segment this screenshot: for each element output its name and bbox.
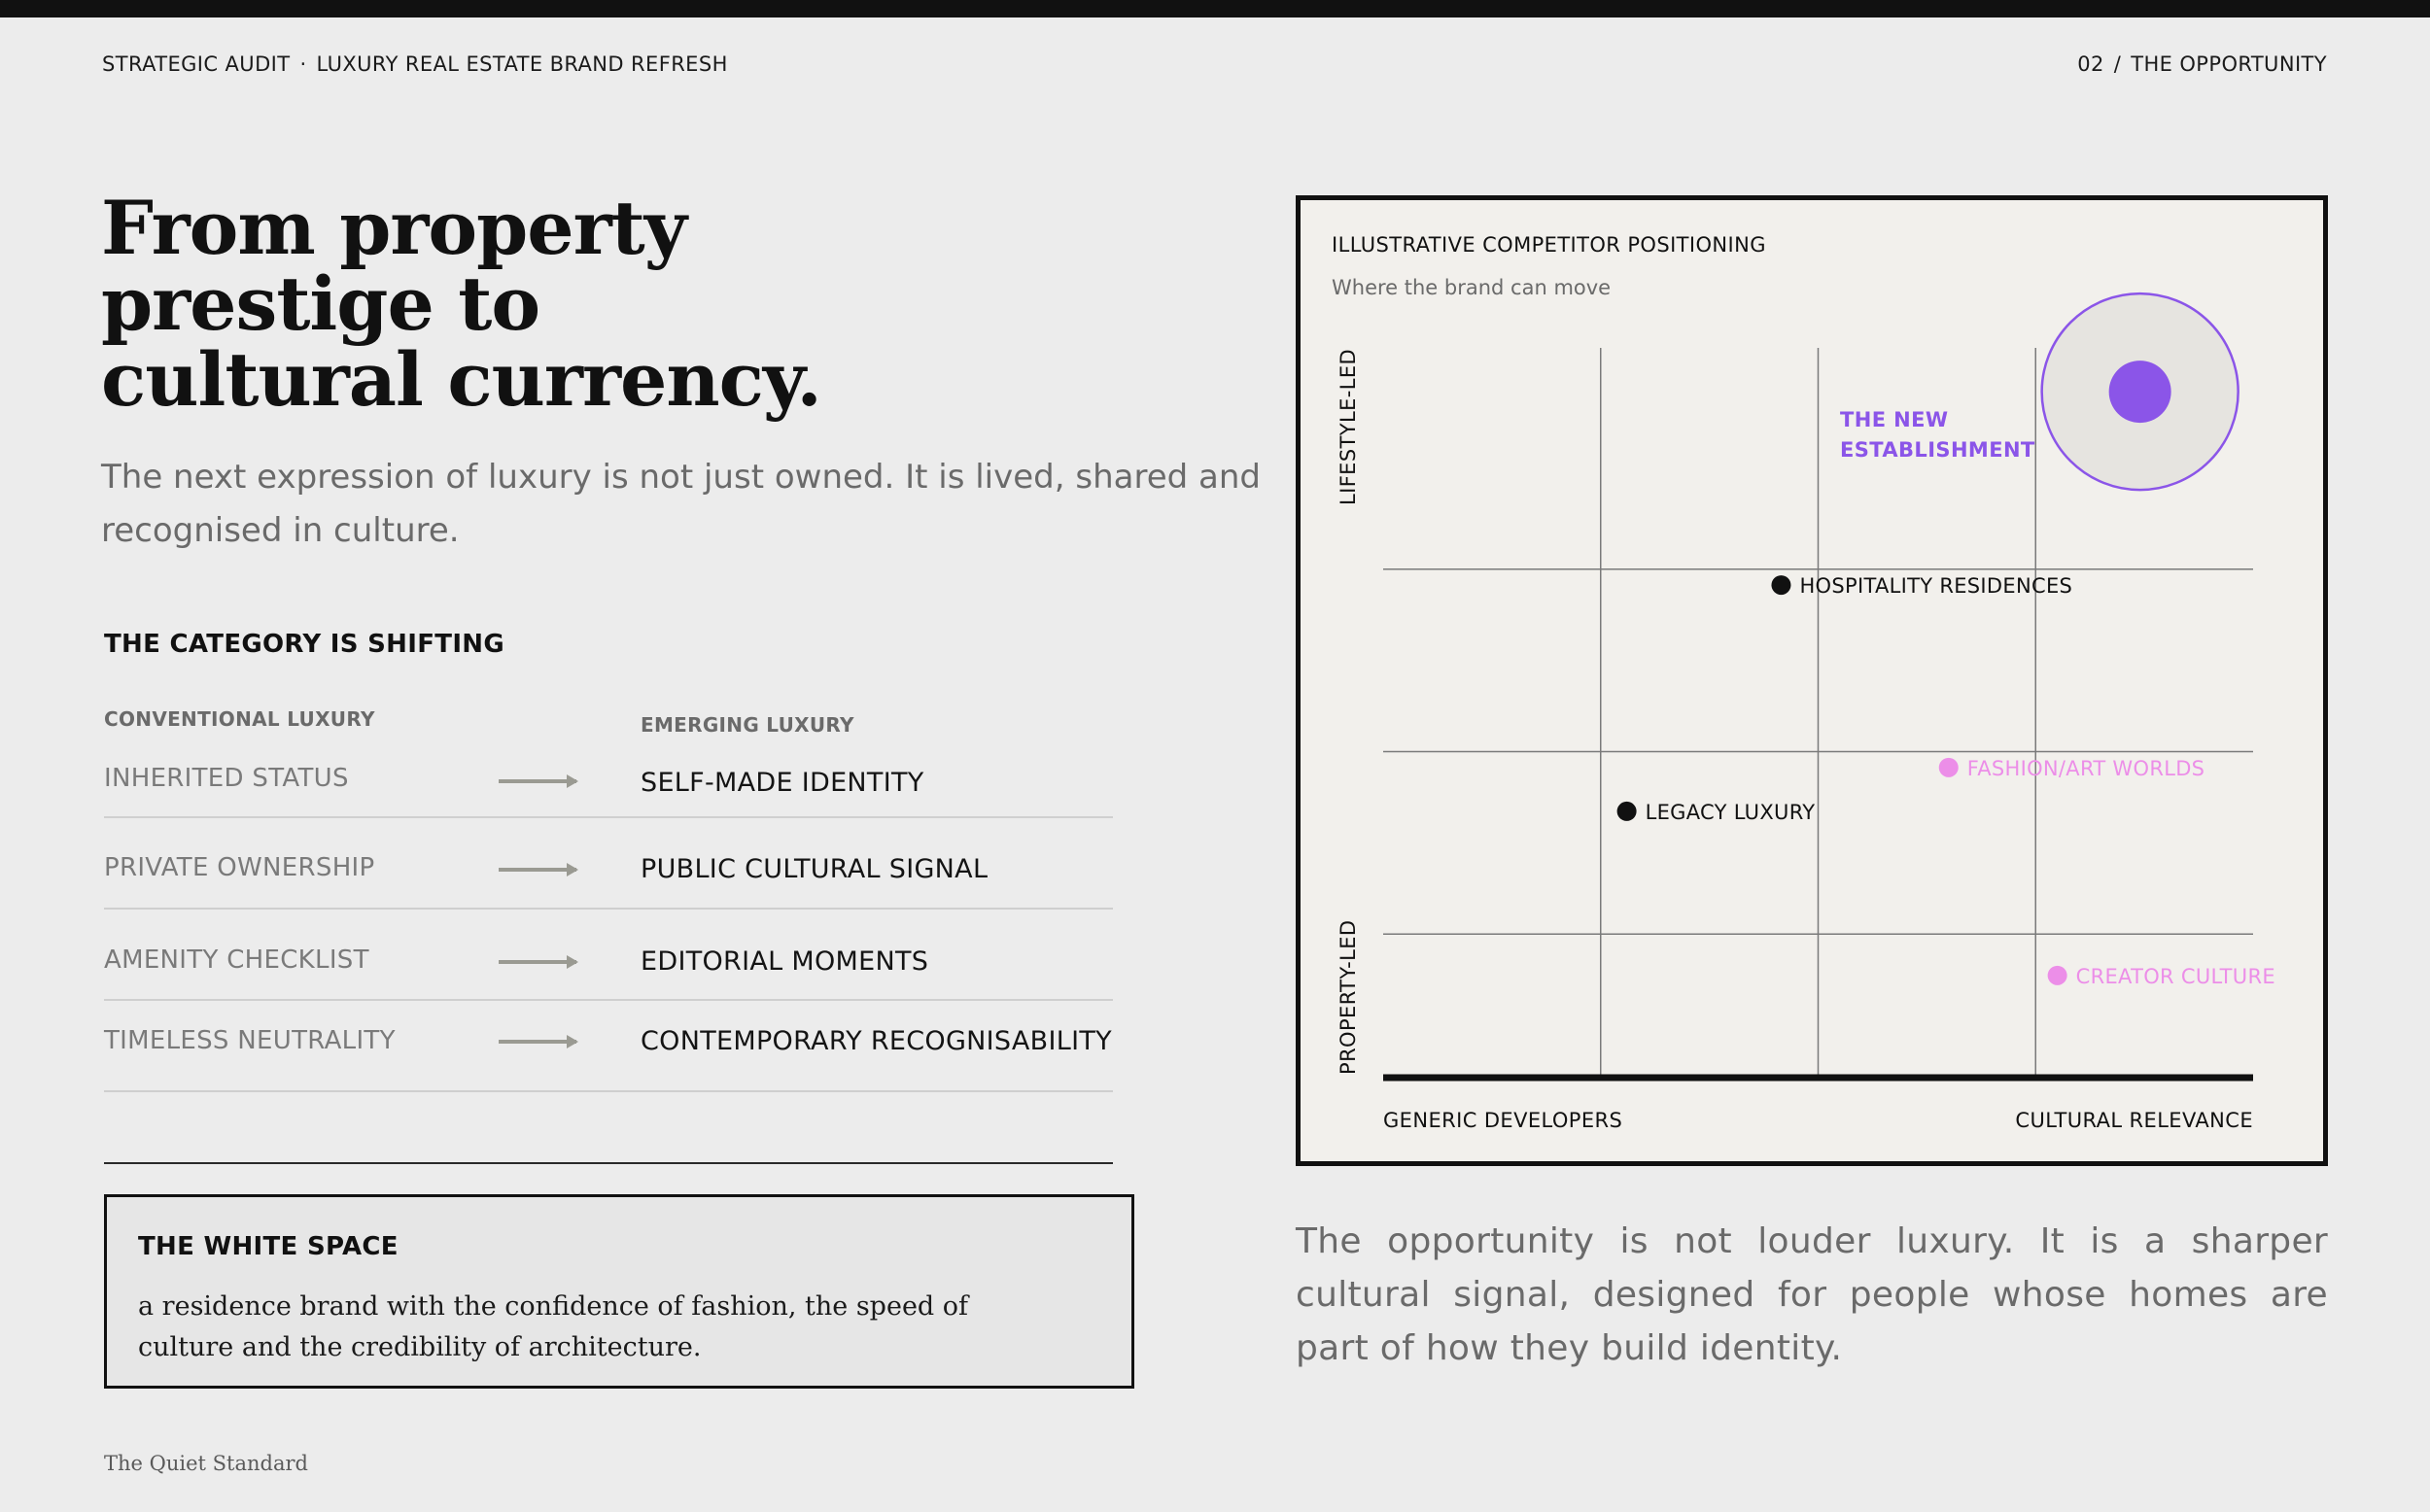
page-section-title: THE OPPORTUNITY (2131, 52, 2327, 76)
conventional-column-header: CONVENTIONAL LUXURY (104, 707, 375, 731)
white-space-title: THE WHITE SPACE (138, 1232, 399, 1261)
header-separator: · (299, 52, 307, 76)
x-axis-label-left: GENERIC DEVELOPERS (1383, 1109, 1623, 1132)
emerging-value: PUBLIC CULTURAL SIGNAL (641, 854, 989, 884)
point-label: LEGACY LUXURY (1645, 800, 1816, 824)
intro-paragraph: The next expression of luxury is not just owned. It is lived, shared and recognised in culture. (101, 458, 1261, 550)
point-label: FASHION/ART WORLDS (1966, 756, 2205, 780)
chart-subtitle: Where the brand can move (1332, 276, 1612, 299)
conventional-value: AMENITY CHECKLIST (104, 945, 369, 975)
title-line: prestige to (101, 260, 540, 347)
data-point (1771, 575, 1790, 595)
emerging-value: SELF-MADE IDENTITY (641, 768, 924, 798)
conventional-value: PRIVATE OWNERSHIP (104, 853, 375, 882)
title-line: cultural currency. (101, 336, 821, 423)
emerging-value: EDITORIAL MOMENTS (641, 946, 929, 977)
y-axis-label-top: LIFESTYLE-LED (1336, 348, 1360, 505)
point-label: THE NEW (1840, 408, 1949, 431)
target-point (2109, 361, 2171, 423)
point-label: CREATOR CULTURE (2075, 964, 2275, 988)
closing-paragraph: The opportunity is not louder luxury. It is a sharper cultural signal, designed for people whose homes are part of how they build identity. (1296, 1221, 2328, 1368)
conventional-value: TIMELESS NEUTRALITY (104, 1026, 396, 1055)
chart-title: ILLUSTRATIVE COMPETITOR POSITIONING (1332, 233, 1766, 257)
emerging-value: CONTEMPORARY RECOGNISABILITY (641, 1026, 1112, 1056)
page-number: 02 (2077, 52, 2104, 76)
emerging-column-header: EMERGING LUXURY (641, 713, 854, 737)
deck-section-label: STRATEGIC AUDIT (102, 52, 291, 76)
point-label: HOSPITALITY RESIDENCES (1799, 574, 2073, 599)
point-label: ESTABLISHMENT (1840, 438, 2035, 462)
data-point (1939, 758, 1959, 777)
footer-brand: The Quiet Standard (104, 1452, 308, 1475)
shift-heading: THE CATEGORY IS SHIFTING (104, 630, 504, 659)
data-point (2048, 966, 2067, 985)
data-point (1617, 802, 1637, 821)
y-axis-label-bottom: PROPERTY-LED (1336, 919, 1360, 1075)
x-axis-label-right: CULTURAL RELEVANCE (2015, 1109, 2253, 1132)
conventional-value: INHERITED STATUS (104, 764, 349, 793)
deck-project-label: LUXURY REAL ESTATE BRAND REFRESH (316, 52, 728, 76)
page-separator: / (2113, 52, 2122, 76)
title-line: From property (101, 185, 686, 271)
white-space-body: a residence brand with the confidence of fashion, the speed of culture and the credibility of architecture. (138, 1291, 969, 1362)
